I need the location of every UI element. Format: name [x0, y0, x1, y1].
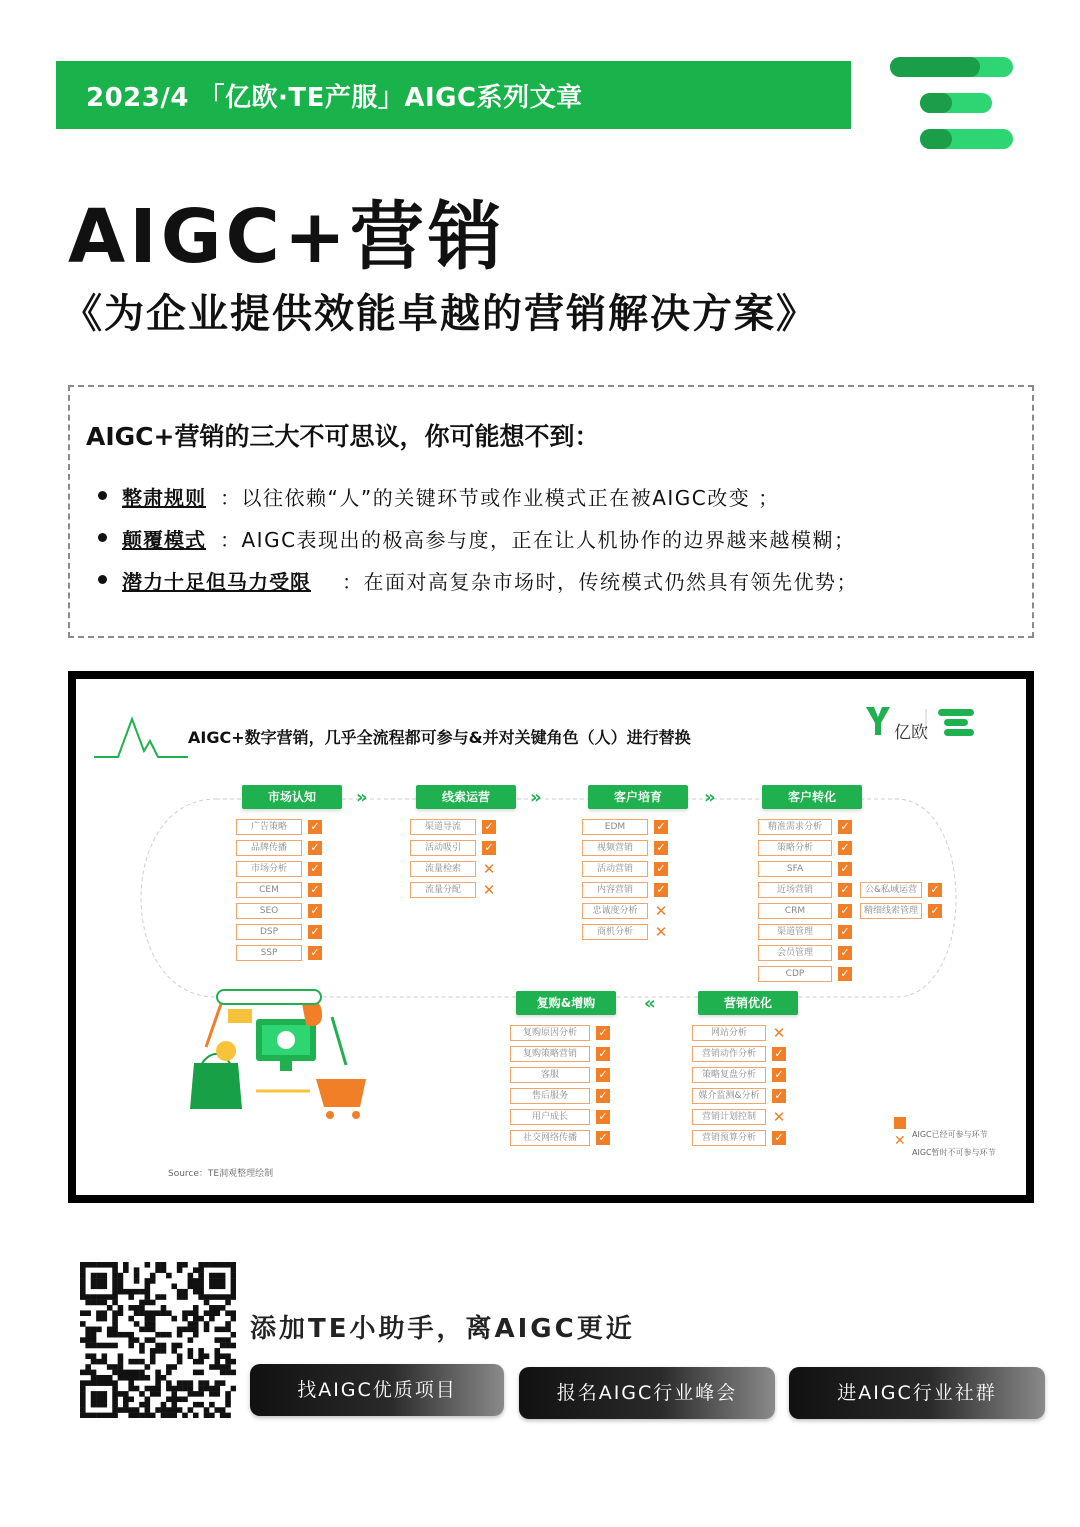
check-icon: ✓ [838, 946, 852, 960]
check-icon: ✓ [654, 841, 668, 855]
banner-text: 2023/4 「亿欧·TE产服」AIGC系列文章 [86, 83, 583, 113]
stage-item: 网站分析 [692, 1025, 766, 1041]
stage-item: 客服 [510, 1067, 590, 1083]
qr-code-icon [80, 1262, 236, 1418]
stage-header: 客户转化 [762, 785, 862, 809]
te-logo-icon [890, 54, 1015, 154]
stage-header: 市场认知 [242, 785, 342, 809]
flow-arrow-icon: » [530, 787, 542, 808]
legend-no-label: AIGC暂时不可参与环节 [912, 1148, 996, 1157]
check-icon: ✓ [654, 862, 668, 876]
check-icon: ✓ [596, 1089, 610, 1103]
cross-icon: ✕ [482, 881, 496, 899]
stage-item: CEM [236, 882, 302, 898]
shopping-illustration [190, 1001, 366, 1119]
check-icon: ✓ [838, 904, 852, 918]
stage-item: 媒介监测&分析 [692, 1088, 766, 1104]
check-icon: ✓ [838, 883, 852, 897]
stage-item: SFA [758, 861, 832, 877]
cross-icon: ✕ [772, 1024, 786, 1042]
stage-item: 策略分析 [758, 840, 832, 856]
check-icon: ✓ [928, 904, 942, 918]
stage-item: CDP [758, 966, 832, 982]
check-icon: ✓ [596, 1047, 610, 1061]
find-projects-button[interactable]: 找AIGC优质项目 [250, 1364, 504, 1416]
stage-item: DSP [236, 924, 302, 940]
flow-arrow-icon: » [356, 787, 368, 808]
stage-item: EDM [582, 819, 648, 835]
process-diagram [68, 671, 1034, 1203]
yiou-logo-icon [866, 707, 890, 735]
check-icon: ✓ [928, 883, 942, 897]
flow-arrow-icon: « [644, 993, 656, 1014]
check-icon: ✓ [308, 883, 322, 897]
stage-item: 活动营销 [582, 861, 648, 877]
stage-header: 线索运营 [416, 785, 516, 809]
highlights-box [68, 385, 1034, 638]
stage-item: 公&私域运营 [860, 882, 922, 898]
list-item [98, 566, 1018, 608]
summit-signup-button[interactable]: 报名AIGC行业峰会 [519, 1367, 775, 1419]
chart-source: Source：TE洞观整理绘制 [168, 1169, 274, 1179]
stage-item: 渠道导流 [410, 819, 476, 835]
check-icon: ✓ [482, 841, 496, 855]
cross-icon: ✕ [654, 902, 668, 920]
stage-item: 市场分析 [236, 861, 302, 877]
stage-item: 会员管理 [758, 945, 832, 961]
check-icon: ✓ [772, 1089, 786, 1103]
check-icon: ✓ [308, 820, 322, 834]
stage-item: 复购策略营销 [510, 1046, 590, 1062]
stage-item: 营销动作分析 [692, 1046, 766, 1062]
legend-yes-label: AIGC已经可参与环节 [912, 1130, 988, 1139]
stage-item: 流量分配 [410, 882, 476, 898]
highlights-list [98, 482, 1018, 608]
bullet-dot [98, 491, 107, 500]
stage-item: 近场营销 [758, 882, 832, 898]
stage-header: 营销优化 [698, 991, 798, 1015]
page-title: AIGC+营销 [68, 194, 506, 280]
legend-check-icon [894, 1117, 906, 1129]
cross-icon: ✕ [654, 923, 668, 941]
check-icon: ✓ [596, 1110, 610, 1124]
stage-item: 营销计划控制 [692, 1109, 766, 1125]
stage-item: 精细线索管理 [860, 903, 922, 919]
search-bar-illustration [216, 989, 322, 1005]
check-icon: ✓ [772, 1131, 786, 1145]
chart-title: AIGC+数字营销，几乎全流程都可参与&并对关键角色（人）进行替换 [188, 728, 691, 747]
check-icon: ✓ [772, 1047, 786, 1061]
join-community-button[interactable]: 进AIGC行业社群 [789, 1367, 1045, 1419]
stage-item: 广告策略 [236, 819, 302, 835]
check-icon: ✓ [596, 1068, 610, 1082]
stage-item: SSP [236, 945, 302, 961]
check-icon: ✓ [838, 820, 852, 834]
bullet-key: 颠覆模式 [122, 528, 206, 552]
check-icon: ✓ [482, 820, 496, 834]
stage-item: 营销预算分析 [692, 1130, 766, 1146]
bullet-text: ：在面对高复杂市场时，传统模式仍然具有领先优势； [342, 570, 858, 594]
check-icon: ✓ [838, 967, 852, 981]
check-icon: ✓ [838, 925, 852, 939]
check-icon: ✓ [308, 841, 322, 855]
stage-item: 品牌传播 [236, 840, 302, 856]
bullet-text: ：AIGC表现出的极高参与度，正在让人机协作的边界越来越模糊； [220, 528, 856, 552]
check-icon: ✓ [308, 946, 322, 960]
bullet-key: 整肃规则 [122, 486, 206, 510]
list-item [98, 482, 1018, 524]
stage-item: 精准需求分析 [758, 819, 832, 835]
check-icon: ✓ [596, 1026, 610, 1040]
check-icon: ✓ [596, 1131, 610, 1145]
stage-item: 流量检索 [410, 861, 476, 877]
stage-item: 用户成长 [510, 1109, 590, 1125]
check-icon: ✓ [308, 925, 322, 939]
check-icon: ✓ [654, 883, 668, 897]
legend-cross-icon: ✕ [894, 1133, 906, 1149]
check-icon: ✓ [308, 904, 322, 918]
chart-logo-text: 亿欧 [894, 723, 928, 743]
cross-icon: ✕ [482, 860, 496, 878]
stage-header: 复购&增购 [516, 991, 616, 1015]
stage-item: 忠诚度分析 [582, 903, 648, 919]
check-icon: ✓ [308, 862, 322, 876]
stage-item: 渠道管理 [758, 924, 832, 940]
flow-arrow-icon: » [704, 787, 716, 808]
stage-item: 内容营销 [582, 882, 648, 898]
stage-item: 售后服务 [510, 1088, 590, 1104]
cross-icon: ✕ [772, 1108, 786, 1126]
check-icon: ✓ [772, 1068, 786, 1082]
stage-header: 客户培育 [588, 785, 688, 809]
page-subtitle: 《为企业提供效能卓越的营销解决方案》 [62, 291, 818, 337]
stage-item: 活动吸引 [410, 840, 476, 856]
bullet-key: 潜力十足但马力受限 [122, 570, 311, 594]
stage-item: 商机分析 [582, 924, 648, 940]
check-icon: ✓ [654, 820, 668, 834]
stage-item: CRM [758, 903, 832, 919]
stage-item: 视频营销 [582, 840, 648, 856]
bullet-dot [98, 533, 107, 542]
stage-item: 社交网络传播 [510, 1130, 590, 1146]
check-icon: ✓ [838, 841, 852, 855]
list-item [98, 524, 1018, 566]
bullet-dot [98, 575, 107, 584]
highlights-heading: AIGC+营销的三大不可思议，你可能想不到： [86, 422, 600, 451]
top-banner [56, 61, 851, 129]
check-icon: ✓ [838, 862, 852, 876]
footer-cta: 添加TE小助手，离AIGC更近 [250, 1314, 635, 1344]
stage-item: SEO [236, 903, 302, 919]
stage-item: 策略复盘分析 [692, 1067, 766, 1083]
pulse-line-icon [94, 719, 188, 757]
bullet-text: ：以往依赖“人”的关键环节或作业模式正在被AIGC改变 ； [220, 486, 780, 510]
stage-item: 复购原因分析 [510, 1025, 590, 1041]
